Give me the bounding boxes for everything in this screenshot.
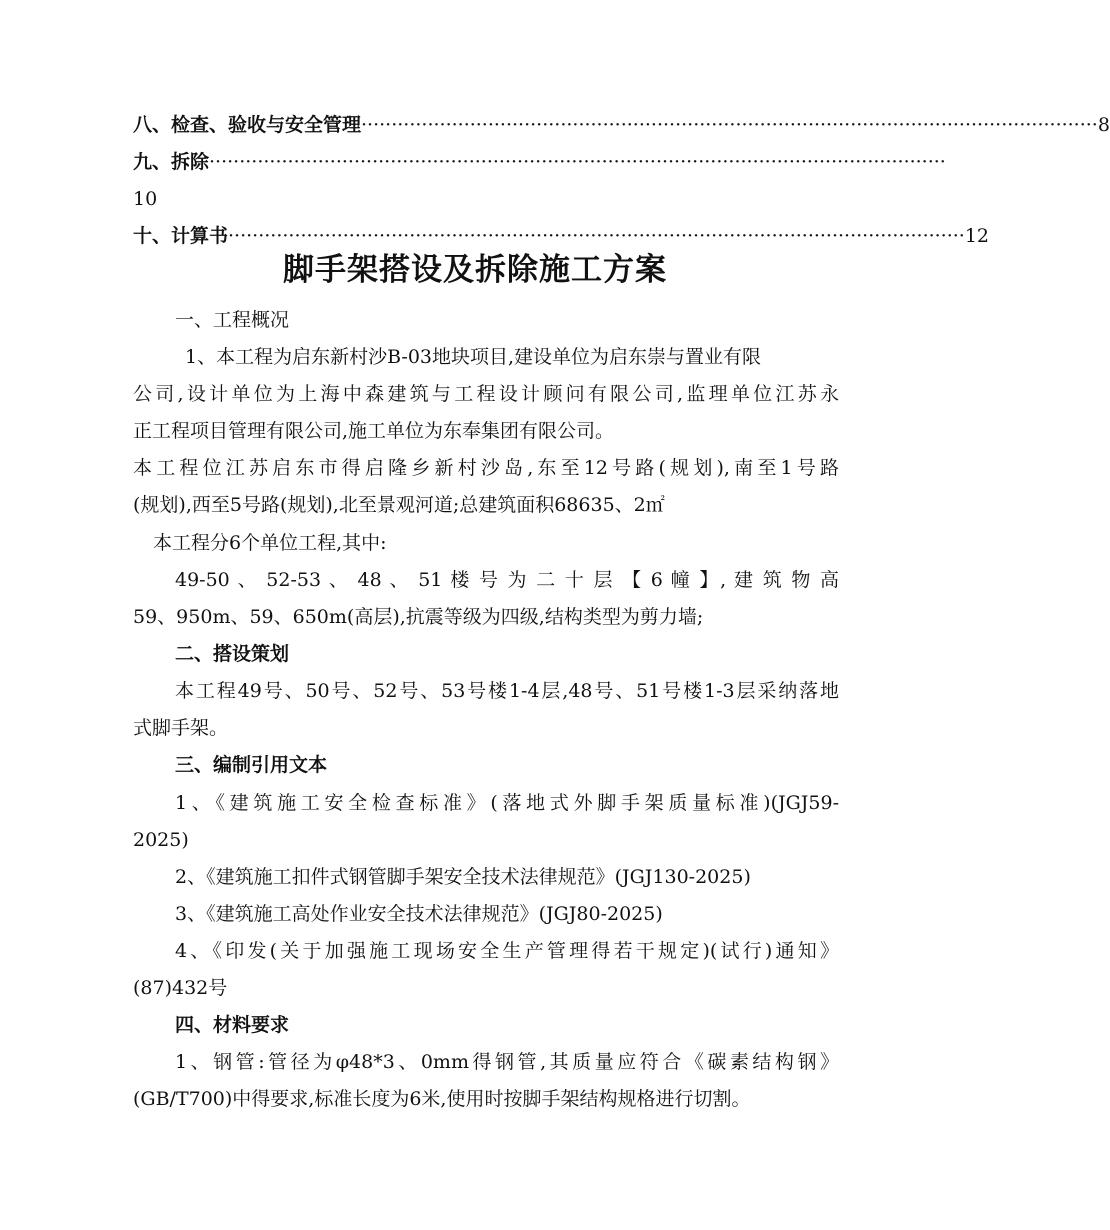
paragraph-line: 1、钢管:管径为φ48*3、0mm得钢管,其质量应符合《碳素结构钢》: [175, 1051, 839, 1073]
reference-item: 3、《建筑施工高处作业安全技术法律规范》(JGJ80-2025): [175, 903, 663, 925]
paragraph-line: 本工程位江苏启东市得启隆乡新村沙岛,东至12号路(规划),南至1号路: [133, 457, 839, 479]
paragraph-line: (GB/T700)中得要求,标准长度为6米,使用时按脚手架结构规格进行切割。: [133, 1088, 751, 1110]
paragraph-line: 本工程分6个单位工程,其中:: [153, 532, 387, 554]
paragraph-line: 式脚手架。: [133, 717, 229, 739]
section-heading-materials: 四、材料要求: [175, 1014, 290, 1036]
toc-label: 九、拆除: [133, 151, 210, 173]
document-title: 脚手架搭设及拆除施工方案: [283, 252, 667, 288]
reference-item: 4、《印发(关于加强施工现场安全生产管理得若干规定)(试行)通知》: [175, 940, 839, 962]
toc-leader-dots: ··························································································································: [209, 151, 946, 173]
toc-label: 十、计算书: [133, 225, 229, 247]
section-heading-overview: 一、工程概况: [175, 309, 290, 331]
section-heading-references: 三、编制引用文本: [175, 754, 328, 776]
toc-entry-8[interactable]: [133, 106, 1110, 144]
reference-item-continued: 2025): [133, 829, 189, 851]
toc-entry-9[interactable]: [133, 143, 946, 181]
toc-leader-dots: ··························································································································: [228, 225, 965, 247]
paragraph-line: 本工程49号、50号、52号、53号楼1-4层,48号、51号楼1-3层采纳落地: [175, 680, 839, 702]
paragraph-line: 公司,设计单位为上海中森建筑与工程设计顾问有限公司,监理单位江苏永: [133, 383, 839, 405]
paragraph-line: 49-50 、 52-53 、 48 、 51 楼 号 为 二 十 层 【 6 幢 】, 建 筑 物 高: [175, 569, 839, 591]
paragraph-line: 59、950m、59、650m(高层),抗震等级为四级,结构类型为剪力墙;: [133, 606, 704, 628]
paragraph-line: (规划),西至5号路(规划),北至景观河道;总建筑面积68635、2㎡: [133, 494, 665, 516]
paragraph-line: 1、本工程为启东新村沙B-03地块项目,建设单位为启东崇与置业有限: [185, 346, 762, 368]
toc-leader-dots: ··························································································································: [361, 114, 1098, 136]
reference-item: 1、《建筑施工安全检查标准》(落地式外脚手架质量标准)(JGJ59-: [175, 792, 839, 814]
toc-page-number: 8: [1097, 114, 1110, 136]
reference-item: 2、《建筑施工扣件式钢管脚手架安全技术法律规范》(JGJ130-2025): [175, 866, 751, 888]
section-heading-planning: 二、搭设策划: [175, 643, 290, 665]
paragraph-line: 正工程项目管理有限公司,施工单位为东奉集团有限公司。: [133, 420, 615, 442]
toc-page-number: 12: [964, 225, 990, 247]
toc-label: 八、检查、验收与安全管理: [133, 114, 362, 136]
toc-page-number-wrapped: 10: [133, 188, 158, 210]
reference-item-continued: (87)432号: [133, 977, 228, 999]
